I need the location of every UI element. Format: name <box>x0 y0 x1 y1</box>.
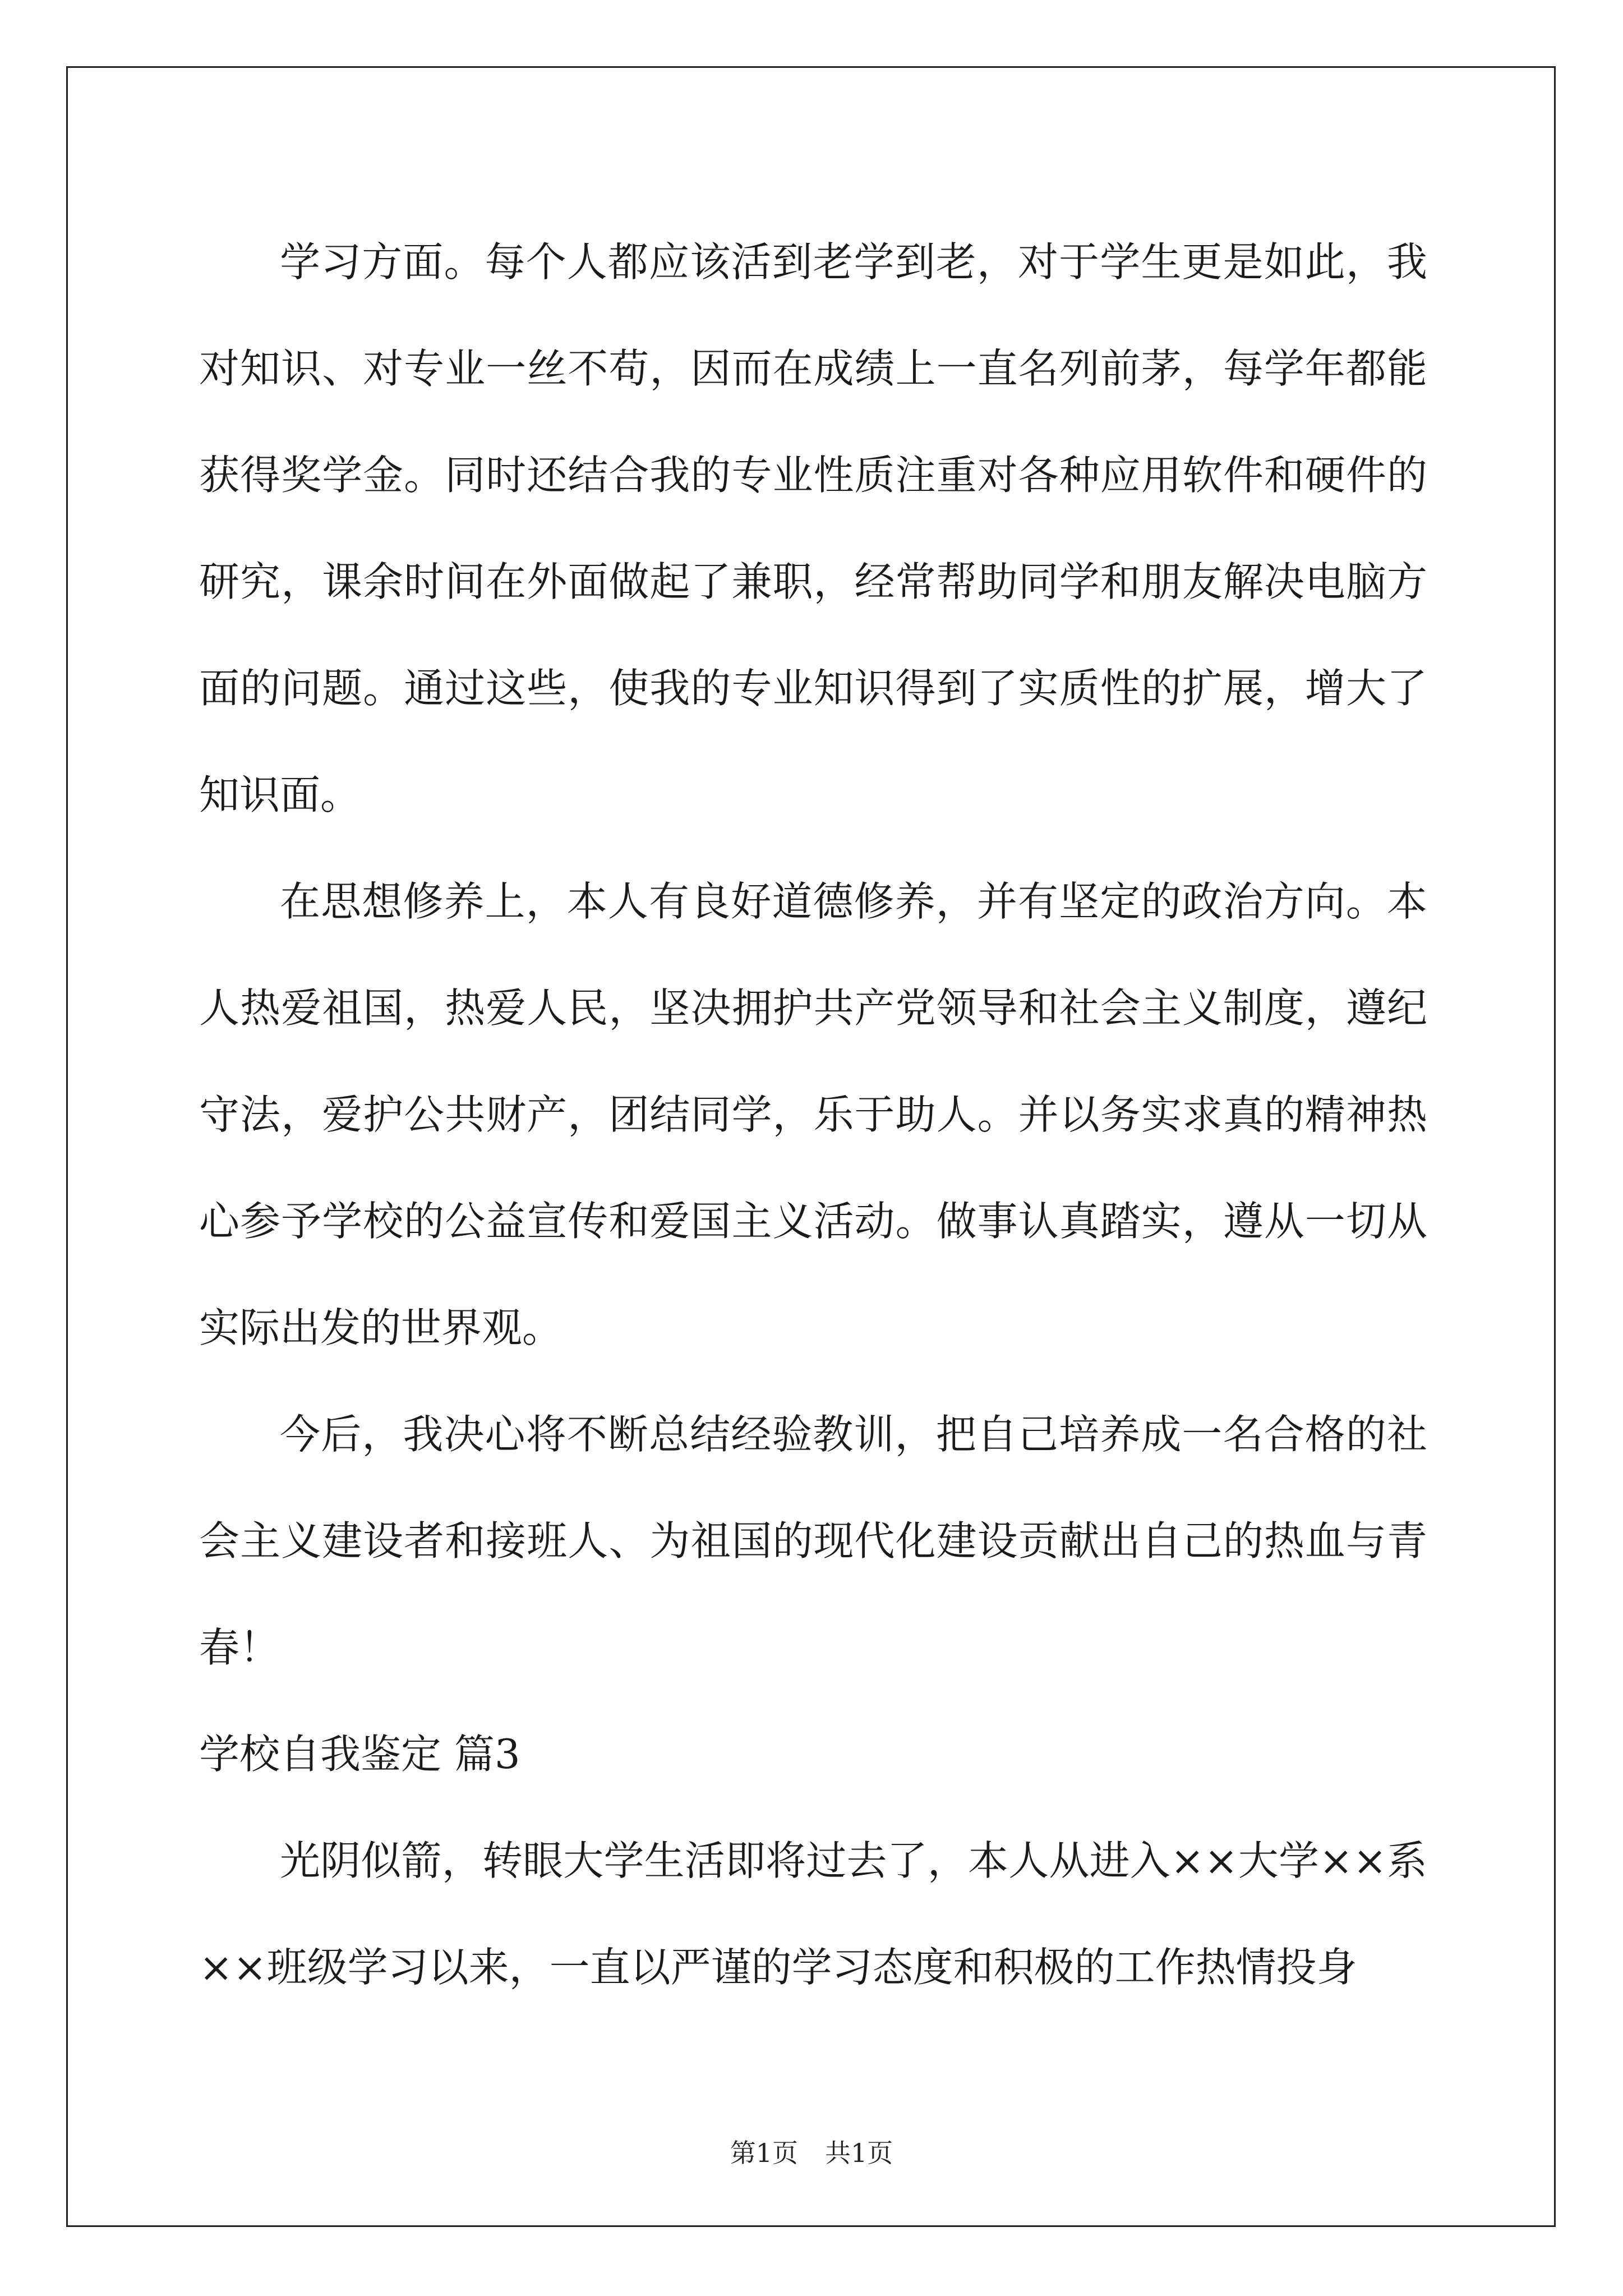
page-total: 共1页 <box>825 2138 893 2168</box>
document-body <box>199 209 1427 2021</box>
paragraph-future: 今后，我决心将不断总结经验教训，把自己培养成一名合格的社会主义建设者和接班人、为祖国的现代化建设贡献出自己的热血与青春！ <box>199 1411 1427 1671</box>
page-footer <box>0 2136 1623 2170</box>
section-heading: 学校自我鉴定 篇3 <box>199 1731 520 1778</box>
page-number: 第1页 <box>730 2138 798 2168</box>
paragraph-section3-intro: 光阴似箭，转眼大学生活即将过去了，本人从进入××大学××系××班级学习以来，一直以严谨的学习态度和积极的工作热情投身 <box>199 1837 1427 1991</box>
paragraph-study: 学习方面。每个人都应该活到老学到老，对于学生更是如此，我对知识、对专业一丝不苟，因而在成绩上一直名列前茅，每学年都能获得奖学金。同时还结合我的专业性质注重对各种应用软件和硬件的研究，课余时间在外面做起了兼职，经常帮助同学和朋友解决电脑方面的问题。通过这些，使我的专业知识得到了实质性的扩展，增大了知识面。 <box>199 238 1427 818</box>
paragraph-ideology: 在思想修养上，本人有良好道德修养，并有坚定的政治方向。本人热爱祖国，热爱人民，坚决拥护共产党领导和社会主义制度，遵纪守法，爱护公共财产，团结同学，乐于助人。并以务实求真的精神热心参予学校的公益宣传和爱国主义活动。做事认真踏实，遵从一切从实际出发的世界观。 <box>199 878 1427 1351</box>
